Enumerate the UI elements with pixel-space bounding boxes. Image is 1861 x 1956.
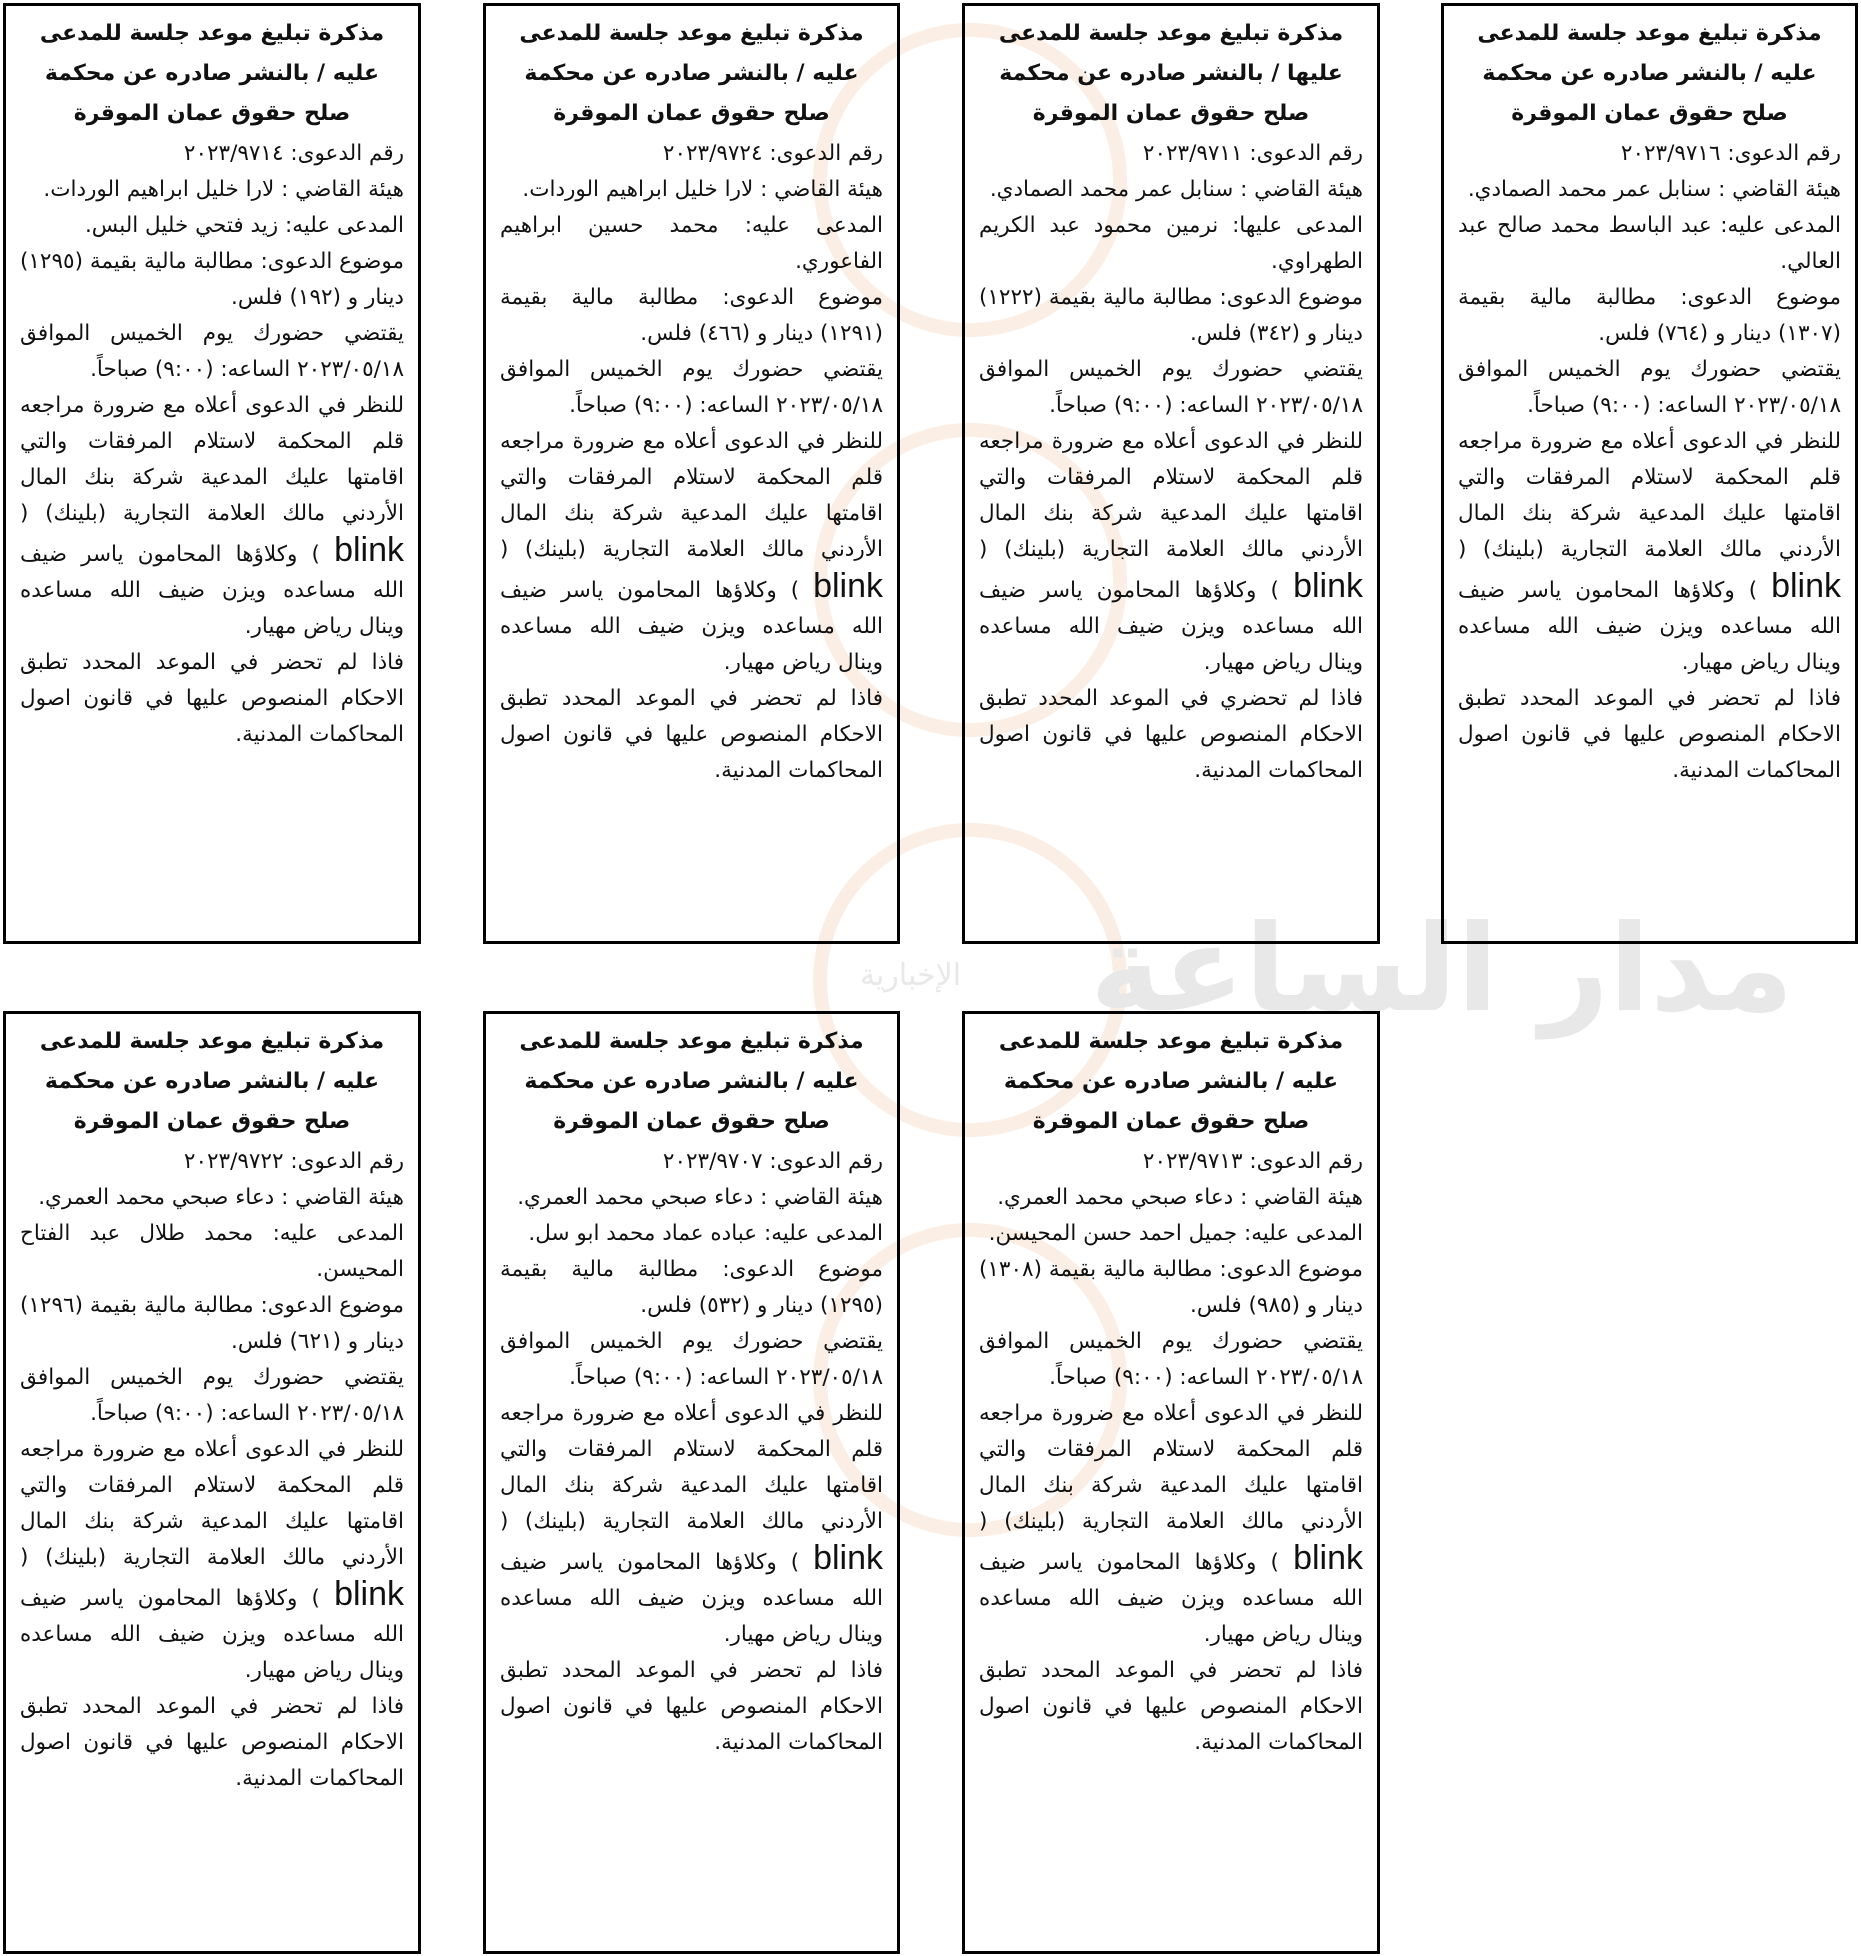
hearing-date: يقتضي حضورك يوم الخميس الموافق ٢٠٢٣/٠٥/١٨ الساعه: (٩:٠٠) صباحاً. [20,321,404,382]
brand-blink: blink [334,1575,404,1613]
claim-subject: موضوع الدعوى: مطالبة مالية بقيمة (١٣٠٨) دينار و (٩٨٥) فلس. [978,1257,1363,1318]
notice-closing: فاذا لم تحضر في الموعد المحدد تطبق الاحكام المنصوص عليها في قانون اصول المحاكمات المدنية. [20,1694,404,1791]
judge: هيئة القاضي : دعاء صبحي محمد العمري. [997,1185,1363,1210]
legal-notice [962,1011,1380,1954]
legal-notice [962,3,1380,944]
notice-closing: فاذا لم تحضري في الموعد المحدد تطبق الاحكام المنصوص عليها في قانون اصول المحاكمات المدنية. [979,686,1363,783]
notice-title: مذكرة تبليغ موعد جلسة للمدعى عليه / بالنشر صادره عن محكمة صلح حقوق عمان الموقرة [998,1029,1344,1134]
notice-closing: فاذا لم تحضر في الموعد المحدد تطبق الاحكام المنصوص عليها في قانون اصول المحاكمات المدنية. [979,1658,1363,1755]
notice-closing: فاذا لم تحضر في الموعد المحدد تطبق الاحكام المنصوص عليها في قانون اصول المحاكمات المدنية. [500,1658,883,1755]
defendant: المدعى عليه: محمد حسين ابراهيم الفاعوري. [500,213,883,274]
case-number: رقم الدعوى: ٢٠٢٣/٩٧٢٤ [662,141,883,166]
case-number: رقم الدعوى: ٢٠٢٣/٩٧١٣ [1142,1149,1363,1174]
defendant: المدعى عليها: نرمين محمود عبد الكريم الطهراوي. [979,213,1363,274]
brand-blink: blink [813,1539,883,1577]
watermark-sub: الإخبارية [860,958,962,993]
notice-body: للنظر في الدعوى أعلاه مع ضرورة مراجعه قلم المحكمة لاستلام المرفقات والتي اقامتها عليك المدعية شركة بنك المال الأردني مالك العلامة التجارية (بلينك) ( blink ) وكلاؤها المحامون ياسر ضيف الله مساعده ويزن ضيف الله مساعده وينال رياض مهيار. [979,429,1363,675]
defendant: المدعى عليه: عبد الباسط محمد صالح عبد العالي. [1458,213,1842,274]
notice-title: مذكرة تبليغ موعد جلسة للمدعى عليه / بالنشر صادره عن محكمة صلح حقوق عمان الموقرة [39,21,385,126]
case-number: رقم الدعوى: ٢٠٢٣/٩٧١١ [1142,141,1363,166]
notice-closing: فاذا لم تحضر في الموعد المحدد تطبق الاحكام المنصوص عليها في قانون اصول المحاكمات المدنية. [500,686,883,783]
hearing-date: يقتضي حضورك يوم الخميس الموافق ٢٠٢٣/٠٥/١٨ الساعه: (٩:٠٠) صباحاً. [500,1329,883,1390]
judge: هيئة القاضي : دعاء صبحي محمد العمري. [38,1185,404,1210]
judge: هيئة القاضي : دعاء صبحي محمد العمري. [517,1185,883,1210]
notice-title: مذكرة تبليغ موعد جلسة للمدعى عليه / بالنشر صادره عن محكمة صلح حقوق عمان الموقرة [39,1029,385,1134]
notice-body: للنظر في الدعوى أعلاه مع ضرورة مراجعه قلم المحكمة لاستلام المرفقات والتي اقامتها عليك المدعية شركة بنك المال الأردني مالك العلامة التجارية (بلينك) ( blink ) وكلاؤها المحامون ياسر ضيف الله مساعده ويزن ضيف الله مساعده وينال رياض مهيار. [20,1437,404,1683]
brand-blink: blink [1771,567,1841,605]
claim-subject: موضوع الدعوى: مطالبة مالية بقيمة (١٢٩٦) دينار و (٦٢١) فلس. [19,1293,404,1354]
case-number: رقم الدعوى: ٢٠٢٣/٩٧١٦ [1620,141,1841,166]
notice-body: للنظر في الدعوى أعلاه مع ضرورة مراجعه قلم المحكمة لاستلام المرفقات والتي اقامتها عليك المدعية شركة بنك المال الأردني مالك العلامة التجارية (بلينك) ( blink ) وكلاؤها المحامون ياسر ضيف الله مساعده ويزن ضيف الله مساعده وينال رياض مهيار. [500,429,883,675]
brand-blink: blink [1293,1539,1363,1577]
case-number: رقم الدعوى: ٢٠٢٣/٩٧٢٢ [183,1149,404,1174]
notice-closing: فاذا لم تحضر في الموعد المحدد تطبق الاحكام المنصوص عليها في قانون اصول المحاكمات المدنية. [20,650,404,747]
brand-blink: blink [334,531,404,569]
claim-subject: موضوع الدعوى: مطالبة مالية بقيمة (١٣٠٧) دينار و (٧٦٤) فلس. [1458,285,1841,346]
watermark-brand: مدار الساعة [1090,900,1794,1039]
defendant: المدعى عليه: عباده عماد محمد ابو سل. [528,1221,883,1246]
legal-notice [3,3,421,944]
claim-subject: موضوع الدعوى: مطالبة مالية بقيمة (١٢٩١) دينار و (٤٦٦) فلس. [500,285,883,346]
claim-subject: موضوع الدعوى: مطالبة مالية بقيمة (١٢٩٥) دينار و (٥٣٢) فلس. [500,1257,883,1318]
judge: هيئة القاضي : لارا خليل ابراهيم الوردات. [522,177,883,202]
legal-notice [1441,3,1858,944]
judge: هيئة القاضي : سنابل عمر محمد الصمادي. [989,177,1363,202]
notice-title: مذكرة تبليغ موعد جلسة للمدعى عليها / بالنشر صادره عن محكمة صلح حقوق عمان الموقرة [998,21,1344,126]
defendant: المدعى عليه: جميل احمد حسن المحيسن. [988,1221,1363,1246]
defendant: المدعى عليه: محمد طلال عبد الفتاح المحيسن. [20,1221,404,1282]
hearing-date: يقتضي حضورك يوم الخميس الموافق ٢٠٢٣/٠٥/١٨ الساعه: (٩:٠٠) صباحاً. [20,1365,404,1426]
notice-body: للنظر في الدعوى أعلاه مع ضرورة مراجعه قلم المحكمة لاستلام المرفقات والتي اقامتها عليك المدعية شركة بنك المال الأردني مالك العلامة التجارية (بلينك) ( blink ) وكلاؤها المحامون ياسر ضيف الله مساعده ويزن ضيف الله مساعده وينال رياض مهيار. [20,393,404,639]
defendant: المدعى عليه: زيد فتحي خليل البس. [84,213,404,238]
legal-notice [483,3,900,944]
notice-body: للنظر في الدعوى أعلاه مع ضرورة مراجعه قلم المحكمة لاستلام المرفقات والتي اقامتها عليك المدعية شركة بنك المال الأردني مالك العلامة التجارية (بلينك) ( blink ) وكلاؤها المحامون ياسر ضيف الله مساعده ويزن ضيف الله مساعده وينال رياض مهيار. [1458,429,1841,675]
notice-title: مذكرة تبليغ موعد جلسة للمدعى عليه / بالنشر صادره عن محكمة صلح حقوق عمان الموقرة [1477,21,1822,126]
notice-body: للنظر في الدعوى أعلاه مع ضرورة مراجعه قلم المحكمة لاستلام المرفقات والتي اقامتها عليك المدعية شركة بنك المال الأردني مالك العلامة التجارية (بلينك) ( blink ) وكلاؤها المحامون ياسر ضيف الله مساعده ويزن ضيف الله مساعده وينال رياض مهيار. [979,1401,1363,1647]
brand-blink: blink [813,567,883,605]
notice-title: مذكرة تبليغ موعد جلسة للمدعى عليه / بالنشر صادره عن محكمة صلح حقوق عمان الموقرة [519,1029,864,1134]
case-number: رقم الدعوى: ٢٠٢٣/٩٧١٤ [183,141,404,166]
claim-subject: موضوع الدعوى: مطالبة مالية بقيمة (١٢٢٢) دينار و (٣٤٢) فلس. [978,285,1363,346]
legal-notice [483,1011,900,1954]
hearing-date: يقتضي حضورك يوم الخميس الموافق ٢٠٢٣/٠٥/١٨ الساعه: (٩:٠٠) صباحاً. [979,357,1363,418]
judge: هيئة القاضي : لارا خليل ابراهيم الوردات. [43,177,404,202]
hearing-date: يقتضي حضورك يوم الخميس الموافق ٢٠٢٣/٠٥/١٨ الساعه: (٩:٠٠) صباحاً. [1458,357,1841,418]
hearing-date: يقتضي حضورك يوم الخميس الموافق ٢٠٢٣/٠٥/١٨ الساعه: (٩:٠٠) صباحاً. [500,357,883,418]
judge: هيئة القاضي : سنابل عمر محمد الصمادي. [1467,177,1841,202]
hearing-date: يقتضي حضورك يوم الخميس الموافق ٢٠٢٣/٠٥/١٨ الساعه: (٩:٠٠) صباحاً. [979,1329,1363,1390]
case-number: رقم الدعوى: ٢٠٢٣/٩٧٠٧ [662,1149,883,1174]
notice-title: مذكرة تبليغ موعد جلسة للمدعى عليه / بالنشر صادره عن محكمة صلح حقوق عمان الموقرة [519,21,864,126]
claim-subject: موضوع الدعوى: مطالبة مالية بقيمة (١٢٩٥) دينار و (١٩٢) فلس. [19,249,404,310]
legal-notice [3,1011,421,1954]
notice-closing: فاذا لم تحضر في الموعد المحدد تطبق الاحكام المنصوص عليها في قانون اصول المحاكمات المدنية. [1458,686,1841,783]
notice-body: للنظر في الدعوى أعلاه مع ضرورة مراجعه قلم المحكمة لاستلام المرفقات والتي اقامتها عليك المدعية شركة بنك المال الأردني مالك العلامة التجارية (بلينك) ( blink ) وكلاؤها المحامون ياسر ضيف الله مساعده ويزن ضيف الله مساعده وينال رياض مهيار. [500,1401,883,1647]
brand-blink: blink [1293,567,1363,605]
